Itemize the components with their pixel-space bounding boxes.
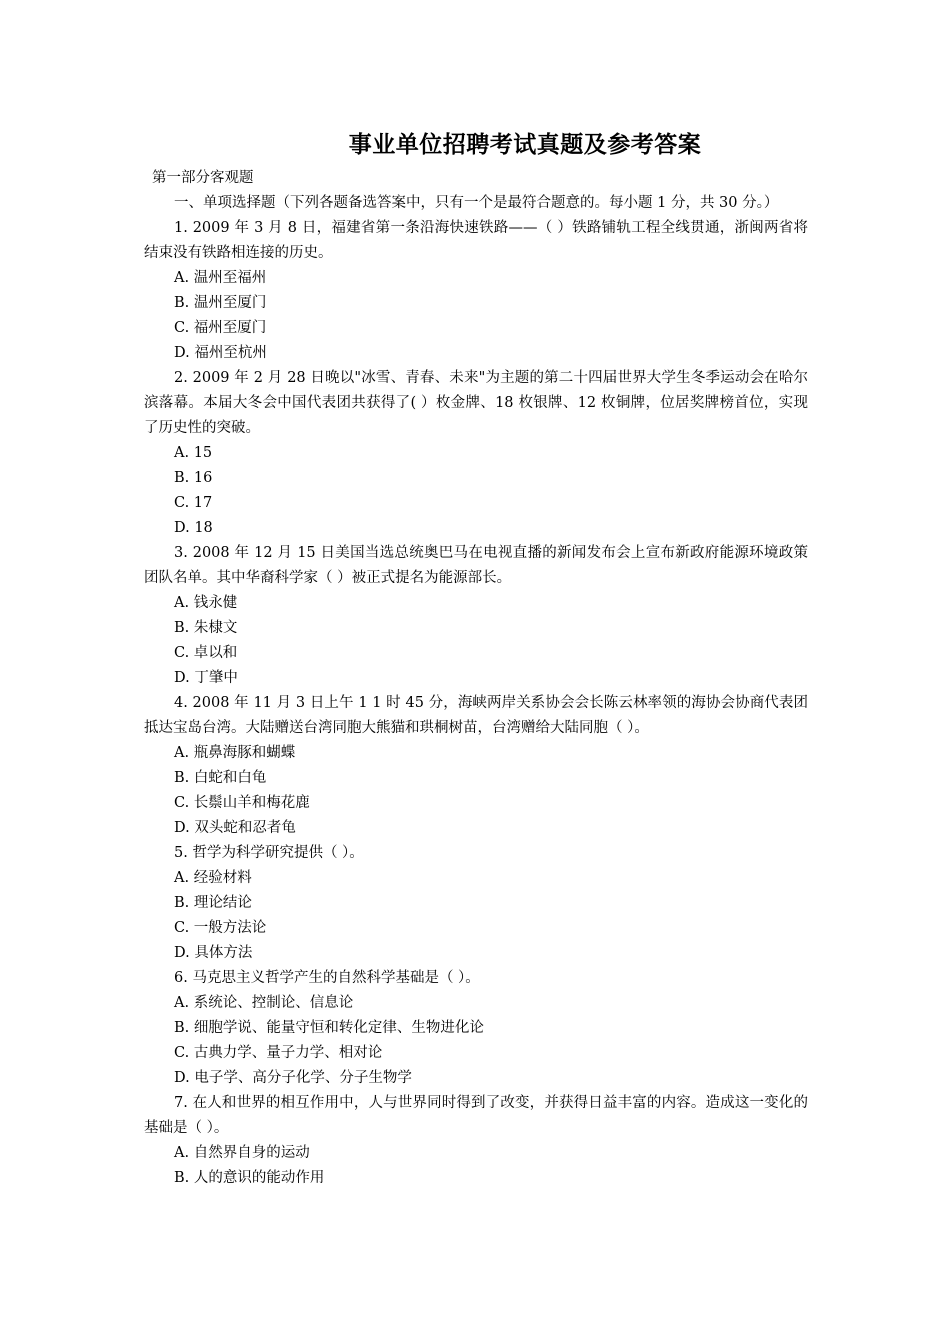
question-option: C. 古典力学、量子力学、相对论 bbox=[174, 1045, 383, 1061]
document-body bbox=[144, 166, 808, 1191]
question-option: D. 丁肇中 bbox=[174, 670, 238, 686]
question-option: B. 人的意识的能动作用 bbox=[174, 1170, 325, 1186]
question-option: D. 电子学、高分子化学、分子生物学 bbox=[174, 1070, 412, 1086]
question-option: D. 双头蛇和忍者龟 bbox=[174, 820, 296, 836]
question-option: C. 一般方法论 bbox=[174, 920, 267, 936]
question-option: A. 15 bbox=[174, 445, 213, 461]
question-option: B. 朱棣文 bbox=[174, 620, 238, 636]
question-block bbox=[144, 966, 808, 1091]
part-heading: 第一部分客观题 bbox=[152, 170, 254, 186]
question-stem: 3. 2008 年 12 月 15 日美国当选总统奥巴马在电视直播的新闻发布会上宣布新政府能源环境政策团队名单。其中华裔科学家（ ）被正式提名为能源部长。 bbox=[144, 545, 808, 586]
question-option: C. 17 bbox=[174, 495, 213, 511]
question-option: A. 经验材料 bbox=[174, 870, 252, 886]
question-option: B. 细胞学说、能量守恒和转化定律、生物进化论 bbox=[174, 1020, 484, 1036]
question-option: D. 具体方法 bbox=[174, 945, 253, 961]
question-block bbox=[144, 691, 808, 841]
question-option: A. 系统论、控制论、信息论 bbox=[174, 995, 354, 1011]
question-option: D. 福州至杭州 bbox=[174, 345, 267, 361]
question-stem: 6. 马克思主义哲学产生的自然科学基础是（ ）。 bbox=[174, 970, 480, 986]
question-block bbox=[144, 541, 808, 691]
question-stem: 4. 2008 年 11 月 3 日上午 1 1 时 45 分，海峡两岸关系协会会长陈云林率领的海协会协商代表团抵达宝岛台湾。大陆赠送台湾同胞大熊猫和珙桐树苗，台湾赠给大陆同胞（ ）。 bbox=[144, 695, 808, 736]
question-block bbox=[144, 841, 808, 966]
question-option: B. 温州至厦门 bbox=[174, 295, 267, 311]
question-option: B. 16 bbox=[174, 470, 213, 486]
question-stem: 1. 2009 年 3 月 8 日，福建省第一条沿海快速铁路——（ ）铁路铺轨工程全线贯通，浙闽两省将结束没有铁路相连接的历史。 bbox=[144, 220, 808, 261]
question-block bbox=[144, 1091, 808, 1191]
question-block bbox=[144, 366, 808, 541]
question-option: A. 瓶鼻海豚和蝴蝶 bbox=[174, 745, 296, 761]
question-stem: 7. 在人和世界的相互作用中，人与世界同时得到了改变，并获得日益丰富的内容。造成这一变化的基础是（ ）。 bbox=[144, 1095, 808, 1136]
question-option: A. 温州至福州 bbox=[174, 270, 267, 286]
question-option: A. 钱永健 bbox=[174, 595, 238, 611]
question-option: B. 白蛇和白龟 bbox=[174, 770, 267, 786]
page-title: 事业单位招聘考试真题及参考答案 bbox=[348, 131, 702, 158]
question-option: A. 自然界自身的运动 bbox=[174, 1145, 310, 1161]
question-stem: 2. 2009 年 2 月 28 日晚以"冰雪、青春、未来"为主题的第二十四届世界大学生冬季运动会在哈尔滨落幕。本届大冬会中国代表团共获得了( ）枚金牌、18 枚银牌、12 枚铜牌，位居奖牌榜首位，实现了历史性的突破。 bbox=[144, 370, 808, 436]
question-option: C. 卓以和 bbox=[174, 645, 238, 661]
question-option: B. 理论结论 bbox=[174, 895, 252, 911]
question-option: D. 18 bbox=[174, 520, 213, 536]
question-option: C. 福州至厦门 bbox=[174, 320, 267, 336]
question-block bbox=[144, 216, 808, 366]
question-stem: 5. 哲学为科学研究提供（ ）。 bbox=[174, 845, 364, 861]
section-intro: 一、单项选择题（下列各题备选答案中，只有一个是最符合题意的。每小题 1 分，共 30 分。） bbox=[174, 195, 779, 211]
question-option: C. 长鬃山羊和梅花鹿 bbox=[174, 795, 310, 811]
